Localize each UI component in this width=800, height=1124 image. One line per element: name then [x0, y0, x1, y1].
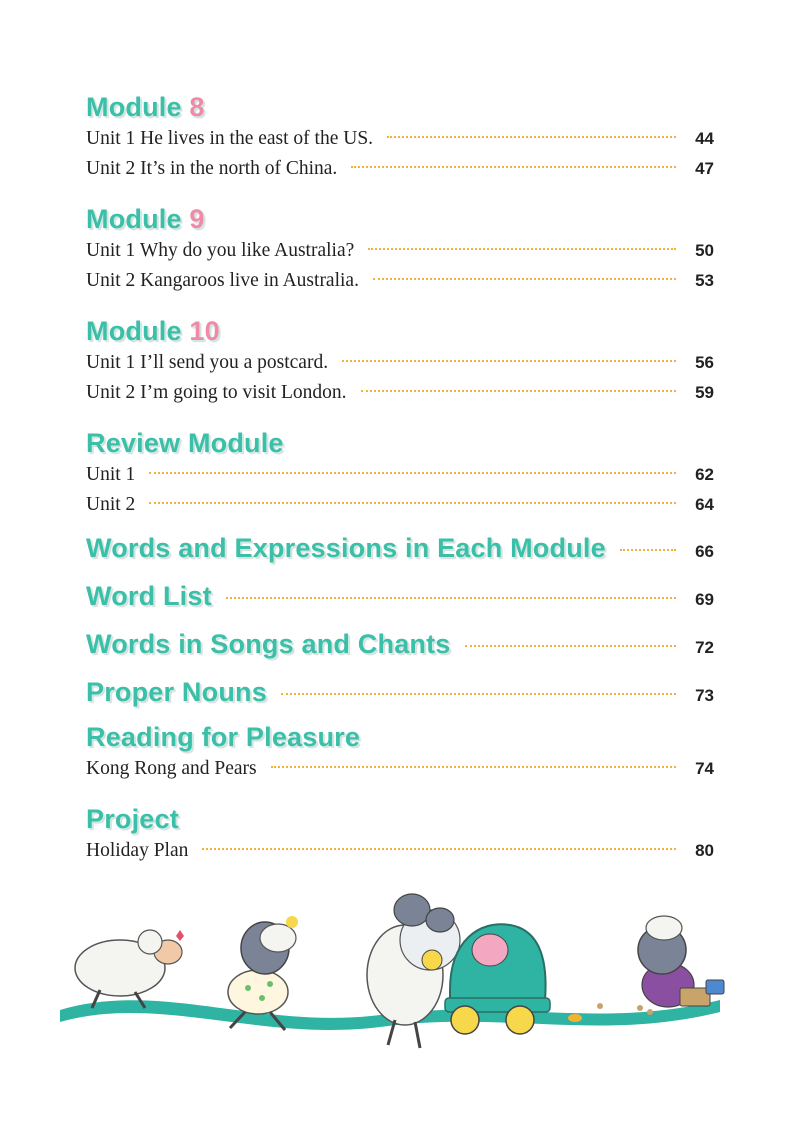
words-expressions-heading: Words and Expressions in Each Module	[86, 533, 606, 563]
entry-label: Holiday Plan	[86, 840, 189, 861]
dot-leader	[368, 248, 676, 250]
page-number: 50	[695, 241, 714, 260]
page-number: 62	[695, 465, 714, 484]
module-word: Module	[86, 316, 182, 346]
module-word: Module	[86, 204, 182, 234]
page-number: 59	[695, 383, 714, 402]
entry-label: Unit 2 It’s in the north of China.	[86, 158, 338, 179]
toc-entry[interactable]	[86, 266, 714, 296]
word-list-heading: Word List	[86, 581, 212, 611]
dot-leader	[149, 502, 676, 504]
module-10-heading	[86, 314, 714, 348]
dot-leader	[620, 549, 676, 551]
toc-entry[interactable]	[86, 378, 714, 408]
entry-label: Unit 1 He lives in the east of the US.	[86, 128, 374, 149]
dot-leader	[149, 472, 676, 474]
toc-entry[interactable]	[86, 154, 714, 184]
entry-label: Unit 1	[86, 464, 136, 485]
page-number: 69	[695, 590, 714, 609]
toc-section-entry[interactable]	[86, 672, 714, 712]
songs-chants-heading: Words in Songs and Chants	[86, 629, 451, 659]
module-word: Module	[86, 92, 182, 122]
dot-leader	[342, 360, 676, 362]
toc-entry[interactable]	[86, 124, 714, 154]
toc-section-entry[interactable]	[86, 624, 714, 664]
dot-leader	[351, 166, 676, 168]
page-number: 64	[695, 495, 714, 514]
toc-section-entry[interactable]	[86, 576, 714, 616]
page-number: 66	[695, 542, 714, 561]
sheep-icon	[75, 930, 184, 1008]
page-number: 44	[695, 129, 714, 148]
page-number: 80	[695, 841, 714, 860]
proper-nouns-heading: Proper Nouns	[86, 677, 267, 707]
table-of-contents	[86, 90, 714, 866]
module-number: 8	[189, 92, 205, 122]
dot-leader	[202, 848, 676, 850]
dot-leader	[373, 278, 676, 280]
toc-section-entry[interactable]	[86, 528, 714, 568]
module-8-heading	[86, 90, 714, 124]
page-number: 47	[695, 159, 714, 178]
entry-label: Unit 2	[86, 494, 136, 515]
entry-label: Unit 2 Kangaroos live in Australia.	[86, 270, 359, 291]
reading-heading: Reading for Pleasure	[86, 722, 361, 752]
page-number: 73	[695, 686, 714, 705]
review-module-heading: Review Module	[86, 428, 284, 458]
module-number: 9	[189, 204, 205, 234]
dot-leader	[387, 136, 676, 138]
project-heading: Project	[86, 804, 179, 834]
dot-leader	[226, 597, 676, 599]
toc-entry[interactable]	[86, 490, 714, 520]
toc-entry[interactable]	[86, 836, 714, 866]
page-number: 72	[695, 638, 714, 657]
dot-leader	[361, 390, 676, 392]
dot-leader	[271, 766, 676, 768]
entry-label: Kong Rong and Pears	[86, 758, 257, 779]
toc-entry[interactable]	[86, 460, 714, 490]
wolf-with-box-icon	[568, 916, 724, 1022]
dot-leader	[281, 693, 676, 695]
page-number: 74	[695, 759, 714, 778]
module-number: 10	[189, 316, 220, 346]
toc-entry[interactable]	[86, 348, 714, 378]
entry-label: Unit 2 I’m going to visit London.	[86, 382, 347, 403]
toc-entry[interactable]	[86, 236, 714, 266]
page-number: 56	[695, 353, 714, 372]
entry-label: Unit 1 I’ll send you a postcard.	[86, 352, 329, 373]
entry-label: Unit 1 Why do you like Australia?	[86, 240, 355, 261]
toc-entry[interactable]	[86, 754, 714, 784]
dot-leader	[465, 645, 676, 647]
module-9-heading	[86, 202, 714, 236]
page-number: 53	[695, 271, 714, 290]
footer-illustration	[0, 880, 800, 1060]
